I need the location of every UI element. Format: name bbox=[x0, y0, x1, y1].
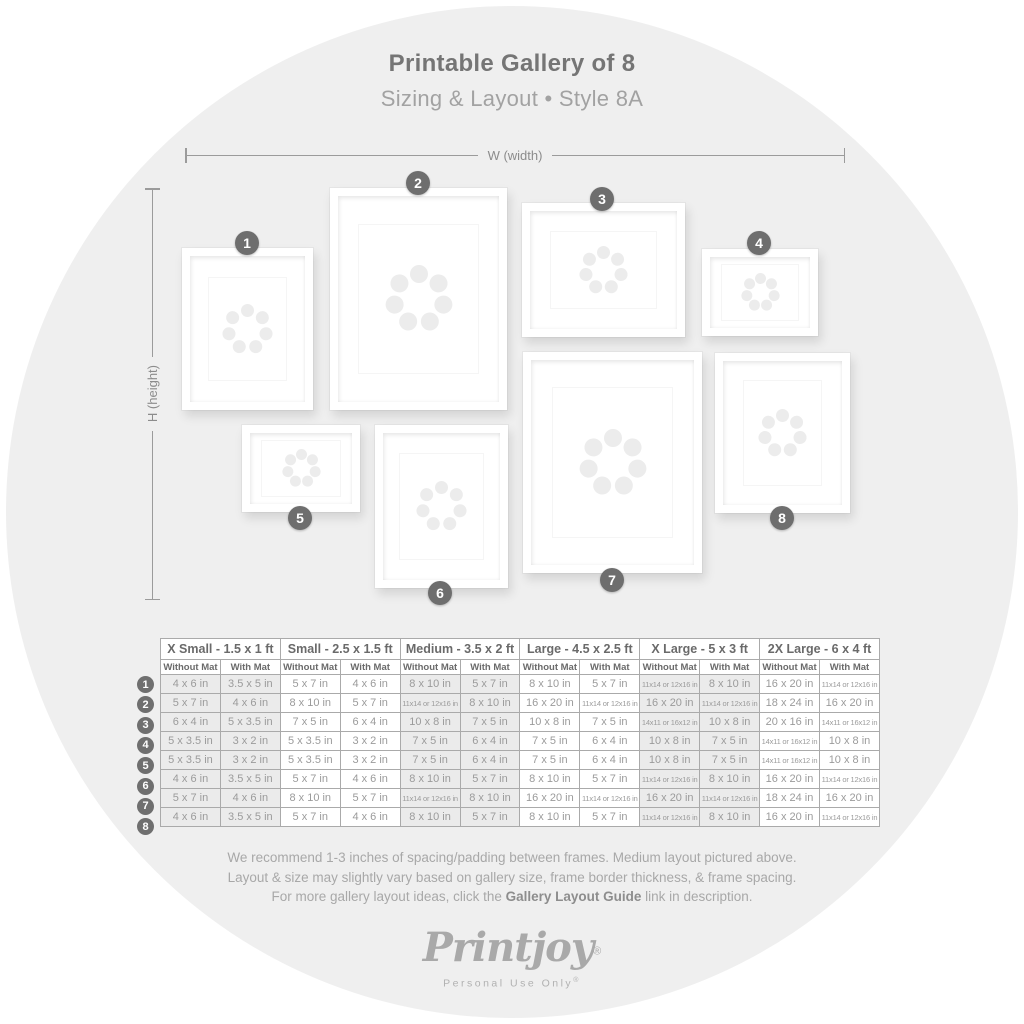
size-cell: 5 x 7 in bbox=[580, 770, 640, 789]
size-cell: 5 x 7 in bbox=[280, 808, 340, 827]
frame-number-badge: 6 bbox=[428, 581, 452, 605]
print-area bbox=[208, 277, 287, 381]
tagline-mark: ® bbox=[573, 977, 581, 984]
size-cell: 5 x 7 in bbox=[340, 694, 400, 713]
size-cell: 5 x 7 in bbox=[460, 770, 520, 789]
size-cell: 10 x 8 in bbox=[700, 713, 760, 732]
height-dimension-arrow bbox=[145, 188, 160, 600]
size-cell: 6 x 4 in bbox=[460, 732, 520, 751]
group-header-row bbox=[161, 639, 880, 660]
size-cell: 4 x 6 in bbox=[220, 789, 280, 808]
arrow-cap bbox=[145, 599, 160, 601]
brand-wordmark bbox=[0, 924, 1024, 971]
size-table-section bbox=[137, 638, 880, 833]
frame-8 bbox=[715, 353, 850, 513]
size-cell: 11x14 or 12x16 in bbox=[580, 694, 640, 713]
frame-2 bbox=[330, 188, 507, 410]
size-cell: 10 x 8 in bbox=[640, 751, 700, 770]
size-cell: 8 x 10 in bbox=[700, 770, 760, 789]
size-cell: 10 x 8 in bbox=[520, 713, 580, 732]
size-cell: 5 x 3.5 in bbox=[220, 713, 280, 732]
size-cell: 11x14 or 12x16 in bbox=[400, 694, 460, 713]
footer-line-3 bbox=[0, 887, 1024, 907]
size-cell: 14x11 or 16x12 in bbox=[760, 732, 820, 751]
frame-7 bbox=[523, 352, 702, 573]
size-cell: 3.5 x 5 in bbox=[220, 808, 280, 827]
group-header: Medium - 3.5 x 2 ft bbox=[400, 639, 520, 660]
tagline-text: Personal Use Only bbox=[443, 977, 574, 990]
footer-line-1: We recommend 1-3 inches of spacing/padding between frames. Medium layout pictured above. bbox=[227, 850, 797, 865]
size-cell: 5 x 7 in bbox=[460, 675, 520, 694]
size-cell: 7 x 5 in bbox=[280, 713, 340, 732]
size-cell: 3 x 2 in bbox=[340, 732, 400, 751]
size-cell: 16 x 20 in bbox=[819, 694, 879, 713]
size-cell: 8 x 10 in bbox=[700, 675, 760, 694]
group-header: Small - 2.5 x 1.5 ft bbox=[280, 639, 400, 660]
subheader-cell: Without Mat bbox=[161, 660, 221, 675]
subheader-cell: Without Mat bbox=[640, 660, 700, 675]
size-cell: 3.5 x 5 in bbox=[220, 675, 280, 694]
print-area bbox=[552, 387, 674, 537]
row-number-badge: 5 bbox=[137, 757, 154, 774]
subheader-cell: With Mat bbox=[460, 660, 520, 675]
row-number-badge: 8 bbox=[137, 818, 154, 835]
size-cell: 3 x 2 in bbox=[220, 751, 280, 770]
frame-1 bbox=[182, 248, 313, 410]
size-cell: 11x14 or 12x16 in bbox=[819, 770, 879, 789]
group-header: X Large - 5 x 3 ft bbox=[640, 639, 760, 660]
size-cell: 11x14 or 12x16 in bbox=[640, 770, 700, 789]
footer-notes bbox=[0, 848, 1024, 907]
size-cell: 6 x 4 in bbox=[161, 713, 221, 732]
size-cell: 5 x 7 in bbox=[580, 808, 640, 827]
size-cell: 5 x 7 in bbox=[580, 675, 640, 694]
table-row bbox=[161, 675, 880, 694]
size-cell: 10 x 8 in bbox=[819, 732, 879, 751]
frame-number-badge: 3 bbox=[590, 187, 614, 211]
size-cell: 16 x 20 in bbox=[760, 808, 820, 827]
footer-line-3-suffix: link in description. bbox=[641, 889, 753, 904]
row-number-badge: 3 bbox=[137, 717, 154, 734]
frame-number-badge: 8 bbox=[770, 506, 794, 530]
subheader-cell: With Mat bbox=[220, 660, 280, 675]
frame-number-badge: 5 bbox=[288, 506, 312, 530]
size-cell: 6 x 4 in bbox=[460, 751, 520, 770]
subheader-cell: Without Mat bbox=[400, 660, 460, 675]
size-cell: 4 x 6 in bbox=[161, 808, 221, 827]
size-cell: 11x14 or 12x16 in bbox=[700, 789, 760, 808]
frame-number-badge: 4 bbox=[747, 231, 771, 255]
arrow-line bbox=[152, 431, 154, 599]
size-cell: 16 x 20 in bbox=[640, 789, 700, 808]
size-cell: 5 x 3.5 in bbox=[161, 732, 221, 751]
size-cell: 5 x 3.5 in bbox=[161, 751, 221, 770]
size-cell: 5 x 7 in bbox=[340, 789, 400, 808]
size-cell: 7 x 5 in bbox=[460, 713, 520, 732]
arrow-line bbox=[152, 190, 154, 358]
subheader-cell: Without Mat bbox=[280, 660, 340, 675]
size-cell: 8 x 10 in bbox=[460, 694, 520, 713]
size-cell: 18 x 24 in bbox=[760, 694, 820, 713]
size-cell: 16 x 20 in bbox=[819, 789, 879, 808]
table-row bbox=[161, 694, 880, 713]
size-cell: 11x14 or 12x16 in bbox=[580, 789, 640, 808]
size-cell: 5 x 3.5 in bbox=[280, 732, 340, 751]
size-cell: 16 x 20 in bbox=[520, 789, 580, 808]
size-cell: 14x11 or 16x12 in bbox=[819, 713, 879, 732]
subheader-cell: Without Mat bbox=[520, 660, 580, 675]
arrow-line bbox=[187, 155, 478, 157]
frame-number-badge: 1 bbox=[235, 231, 259, 255]
size-cell: 5 x 7 in bbox=[460, 808, 520, 827]
brand-name: Printjoy bbox=[422, 924, 594, 971]
size-cell: 5 x 7 in bbox=[161, 789, 221, 808]
size-cell: 8 x 10 in bbox=[520, 675, 580, 694]
size-cell: 8 x 10 in bbox=[280, 694, 340, 713]
width-dimension-arrow bbox=[185, 148, 845, 163]
size-cell: 8 x 10 in bbox=[400, 808, 460, 827]
size-cell: 7 x 5 in bbox=[700, 732, 760, 751]
row-number-badge: 6 bbox=[137, 778, 154, 795]
size-cell: 7 x 5 in bbox=[400, 732, 460, 751]
size-cell: 5 x 7 in bbox=[280, 675, 340, 694]
brand-tagline bbox=[0, 977, 1024, 990]
table-row bbox=[161, 732, 880, 751]
size-cell: 11x14 or 12x16 in bbox=[400, 789, 460, 808]
size-cell: 8 x 10 in bbox=[400, 675, 460, 694]
size-table bbox=[160, 638, 880, 827]
size-cell: 5 x 7 in bbox=[280, 770, 340, 789]
size-cell: 7 x 5 in bbox=[700, 751, 760, 770]
row-number-badge: 2 bbox=[137, 696, 154, 713]
frame-3 bbox=[522, 203, 685, 337]
registered-mark: ® bbox=[593, 945, 602, 958]
group-header: 2X Large - 6 x 4 ft bbox=[760, 639, 880, 660]
footer-line-3-prefix: For more gallery layout ideas, click the bbox=[271, 889, 506, 904]
subheader-cell: With Mat bbox=[580, 660, 640, 675]
row-number-badge: 7 bbox=[137, 798, 154, 815]
size-cell: 16 x 20 in bbox=[520, 694, 580, 713]
size-cell: 3.5 x 5 in bbox=[220, 770, 280, 789]
size-cell: 16 x 20 in bbox=[640, 694, 700, 713]
print-area bbox=[721, 264, 800, 321]
size-cell: 11x14 or 12x16 in bbox=[819, 808, 879, 827]
group-header: X Small - 1.5 x 1 ft bbox=[161, 639, 281, 660]
frame-5 bbox=[242, 425, 360, 512]
size-cell: 5 x 7 in bbox=[161, 694, 221, 713]
row-number-column bbox=[137, 638, 160, 833]
frame-4 bbox=[702, 249, 818, 336]
table-row bbox=[161, 713, 880, 732]
size-cell: 7 x 5 in bbox=[580, 713, 640, 732]
size-cell: 8 x 10 in bbox=[520, 770, 580, 789]
size-cell: 14x11 or 16x12 in bbox=[640, 713, 700, 732]
size-cell: 10 x 8 in bbox=[640, 732, 700, 751]
footer-line-2: Layout & size may slightly vary based on gallery size, frame border thickness, & frame spacing. bbox=[227, 869, 797, 885]
group-header: Large - 4.5 x 2.5 ft bbox=[520, 639, 640, 660]
size-cell: 8 x 10 in bbox=[400, 770, 460, 789]
size-cell: 4 x 6 in bbox=[340, 675, 400, 694]
frame-6 bbox=[375, 425, 508, 588]
size-cell: 10 x 8 in bbox=[400, 713, 460, 732]
subheader-cell: With Mat bbox=[340, 660, 400, 675]
subheader-cell: With Mat bbox=[819, 660, 879, 675]
size-cell: 5 x 3.5 in bbox=[280, 751, 340, 770]
size-cell: 4 x 6 in bbox=[340, 770, 400, 789]
size-cell: 7 x 5 in bbox=[400, 751, 460, 770]
subheader-cell: Without Mat bbox=[760, 660, 820, 675]
size-cell: 8 x 10 in bbox=[520, 808, 580, 827]
row-number-badge: 1 bbox=[137, 676, 154, 693]
size-cell: 4 x 6 in bbox=[340, 808, 400, 827]
width-label: W (width) bbox=[487, 148, 543, 163]
table-row bbox=[161, 789, 880, 808]
subheader-cell: With Mat bbox=[700, 660, 760, 675]
size-cell: 6 x 4 in bbox=[340, 713, 400, 732]
size-cell: 8 x 10 in bbox=[280, 789, 340, 808]
table-row bbox=[161, 770, 880, 789]
frame-number-badge: 2 bbox=[406, 171, 430, 195]
size-cell: 6 x 4 in bbox=[580, 732, 640, 751]
print-area bbox=[550, 231, 658, 309]
size-cell: 16 x 20 in bbox=[760, 675, 820, 694]
print-area bbox=[399, 453, 484, 561]
size-cell: 11x14 or 12x16 in bbox=[700, 694, 760, 713]
size-cell: 6 x 4 in bbox=[580, 751, 640, 770]
size-cell: 10 x 8 in bbox=[819, 751, 879, 770]
size-cell: 3 x 2 in bbox=[220, 732, 280, 751]
print-area bbox=[743, 380, 821, 486]
gallery-layout-guide-link-text: Gallery Layout Guide bbox=[505, 889, 642, 904]
frame-number-badge: 7 bbox=[600, 568, 624, 592]
sub-header-row bbox=[161, 660, 880, 675]
page-subtitle: Sizing & Layout • Style 8A bbox=[380, 86, 644, 111]
table-row bbox=[161, 751, 880, 770]
print-area bbox=[261, 440, 341, 497]
size-cell: 11x14 or 12x16 in bbox=[819, 675, 879, 694]
print-area bbox=[358, 224, 478, 375]
row-number-badge: 4 bbox=[137, 737, 154, 754]
size-cell: 16 x 20 in bbox=[760, 770, 820, 789]
size-cell: 8 x 10 in bbox=[700, 808, 760, 827]
size-cell: 20 x 16 in bbox=[760, 713, 820, 732]
table-row bbox=[161, 808, 880, 827]
size-cell: 4 x 6 in bbox=[220, 694, 280, 713]
size-cell: 3 x 2 in bbox=[340, 751, 400, 770]
size-cell: 14x11 or 16x12 in bbox=[760, 751, 820, 770]
size-cell: 7 x 5 in bbox=[520, 732, 580, 751]
height-label: H (height) bbox=[145, 365, 160, 423]
size-cell: 8 x 10 in bbox=[460, 789, 520, 808]
size-cell: 11x14 or 12x16 in bbox=[640, 675, 700, 694]
arrow-line bbox=[552, 155, 843, 157]
page-title: Printable Gallery of 8 bbox=[388, 50, 636, 77]
size-cell: 18 x 24 in bbox=[760, 789, 820, 808]
arrow-cap bbox=[844, 148, 846, 163]
size-cell: 4 x 6 in bbox=[161, 770, 221, 789]
size-cell: 7 x 5 in bbox=[520, 751, 580, 770]
size-cell: 11x14 or 12x16 in bbox=[640, 808, 700, 827]
size-cell: 4 x 6 in bbox=[161, 675, 221, 694]
brand-logo bbox=[0, 924, 1024, 990]
